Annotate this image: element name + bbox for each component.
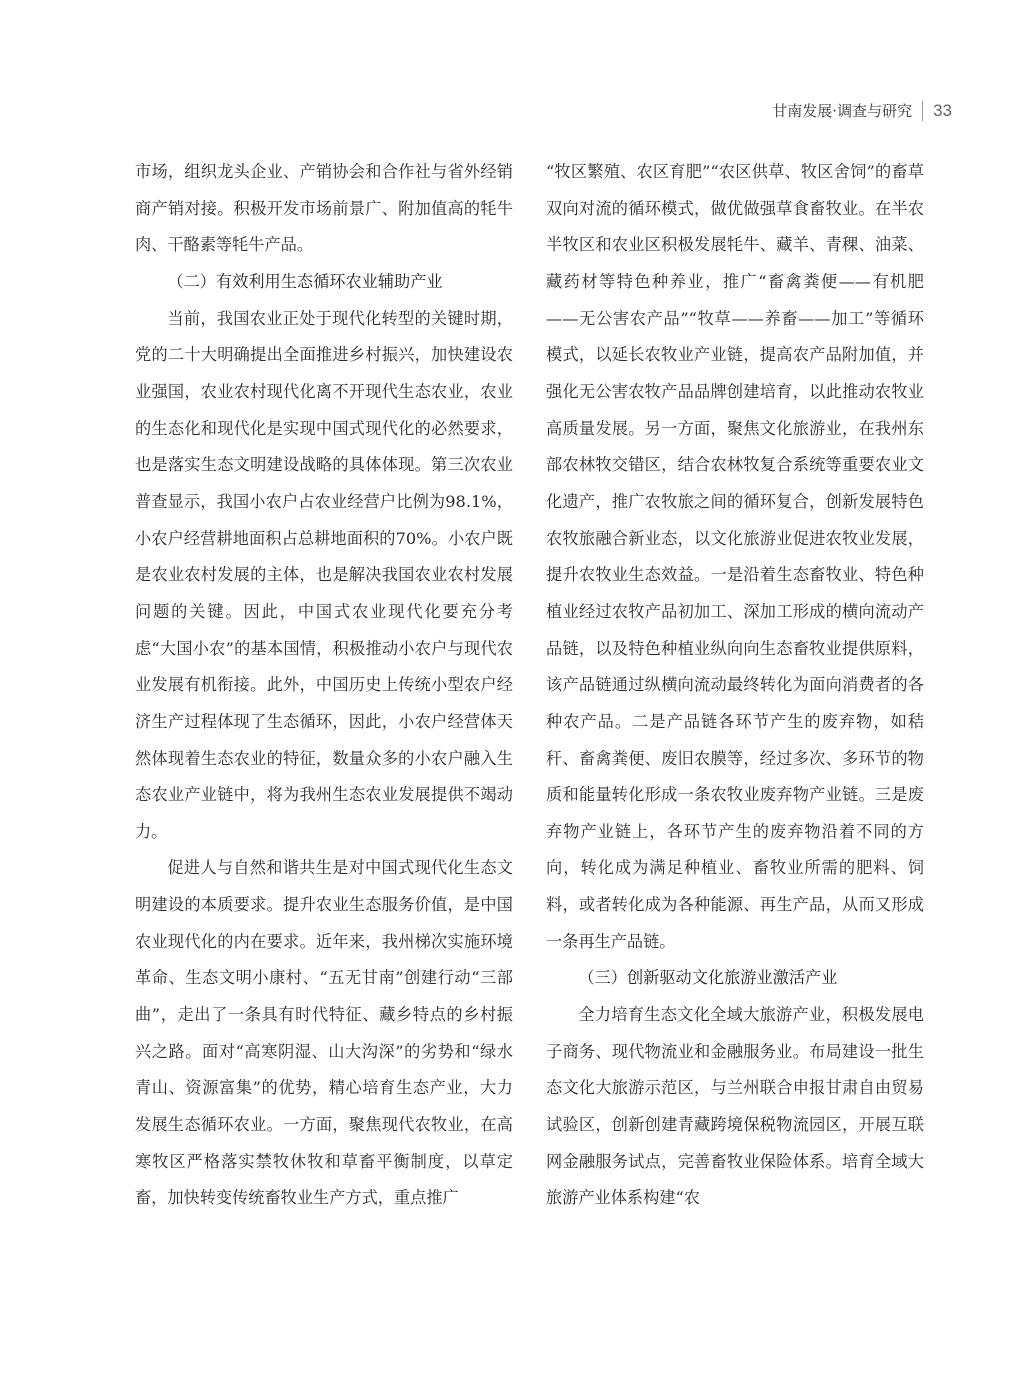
section-heading-3: （三）创新驱动文化旅游业激活产业 xyxy=(578,968,838,988)
paragraph-continued: “牧区繁殖、农区育肥”“农区供草、牧区舍饲”的畜草双向对流的循环模式，做优做强草食畜牧业。在半农半牧区和农业区积极发展牦牛、藏羊、青稞、油菜、藏药材等特色种养业，推广“畜禽粪便——有机肥——无公害农产品”“牧草——养畜——加工”等循环模式，以延长农牧业产业链，提高农产品附加值，并强化无公害农牧产品品牌创建培育，以此推动农牧业高质量发展。另一方面，聚焦文化旅游业，在我州东部农林牧交错区，结合农林牧复合系统等重要农业文化遗产，推广农牧旅之间的循环复合，创新发展特色农牧旅融合新业态，以文化旅游业促进农牧业发展，提升农牧业生态效益。一是沿着生态畜牧业、特色种植业经过农牧产品初加工、深加工形成的横向流动产品链，以及特色种植业纵向向生态畜牧业提供原料，该产品链通过纵横向流动最终转化为面向消费者的各种农产品。二是产品链各环节产生的废弃物，如秸秆、畜禽粪便、废旧农膜等，经过多次、多环节的物质和能量转化形成一条农牧业废弃物产业链。三是废弃物产业链上，各环节产生的废弃物沿着不同的方向，转化成为满足种植业、畜牧业所需的肥料、饲料，或者转化成为各种能源、再生产品，从而又形成一条再生产品链。 xyxy=(546,162,924,951)
paragraph-continued: 市场，组织龙头企业、产销协会和合作社与省外经销商产销对接。积极开发市场前景广、附加值高的牦牛肉、干酪素等牦牛产品。 xyxy=(135,162,513,255)
section-heading-2: （二）有效利用生态循环农业辅助产业 xyxy=(167,271,443,291)
header-divider xyxy=(922,101,923,121)
running-header xyxy=(772,100,952,121)
page-number: 33 xyxy=(933,100,952,120)
paragraph: 促进人与自然和谐共生是对中国式现代化生态文明建设的本质要求。提升农业生态服务价值，是中国农业现代化的内在要求。近年来，我州梯次实施环境革命、生态文明小康村、“五无甘南”创建行动“三部曲”，走出了一条具有时代特征、藏乡特点的乡村振兴之路。面对“高寒阴湿、山大沟深”的劣势和“绿水青山、资源富集”的优势，精心培育生态产业，大力发展生态循环农业。一方面，聚焦现代农牧业，在高寒牧区严格落实禁牧休牧和草畜平衡制度，以草定畜，加快转变传统畜牧业生产方式，重点推广 xyxy=(135,858,513,1208)
running-title: 甘南发展·调查与研究 xyxy=(772,102,913,120)
paragraph: 当前，我国农业正处于现代化转型的关键时期，党的二十大明确提出全面推进乡村振兴，加快建设农业强国，农业农村现代化离不开现代生态农业，农业的生态化和现代化是实现中国式现代化的必然要求，也是落实生态文明建设战略的具体体现。第三次农业普查显示，我国小农户占农业经营户比例为98.1%，小农户经营耕地面积占总耕地面积的70%。小农户既是农业农村发展的主体，也是解决我国农业农村发展问题的关键。因此，中国式农业现代化要充分考虑“大国小农”的基本国情，积极推动小农户与现代农业发展有机衔接。此外，中国历史上传统小型农户经济生产过程体现了生态循环，因此，小农户经营体天然体现着生态农业的特征，数量众多的小农户融入生态农业产业链中，将为我州生态农业发展提供不竭动力。 xyxy=(135,308,513,841)
right-column xyxy=(546,154,924,1217)
paragraph: 全力培育生态文化全域大旅游产业，积极发展电子商务、现代物流业和金融服务业。布局建设一批生态文化大旅游示范区，与兰州联合申报甘肃自由贸易试验区，创新创建青藏跨境保税物流园区，开展互联网金融服务试点，完善畜牧业保险体系。培育全域大旅游产业体系构建“农 xyxy=(546,1005,924,1208)
left-column xyxy=(135,154,513,1217)
